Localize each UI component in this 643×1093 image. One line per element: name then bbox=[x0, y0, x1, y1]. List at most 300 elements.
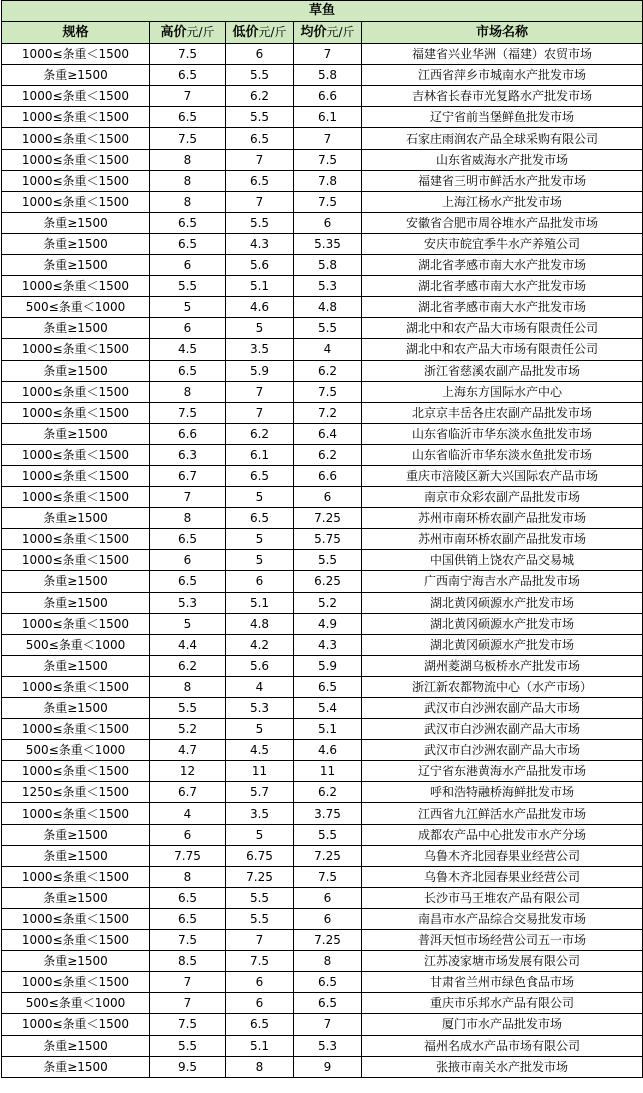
avg-price-cell: 7.5 bbox=[294, 149, 362, 170]
avg-price-cell: 6.2 bbox=[294, 360, 362, 381]
avg-price-cell: 6.6 bbox=[294, 86, 362, 107]
header-high-unit: 元/斤 bbox=[186, 25, 215, 40]
avg-price-cell: 5.4 bbox=[294, 698, 362, 719]
high-price-cell: 4.7 bbox=[150, 740, 226, 761]
table-row bbox=[2, 634, 643, 655]
spec-cell: 1000≤条重＜1500 bbox=[2, 930, 150, 951]
spec-cell: 1000≤条重＜1500 bbox=[2, 613, 150, 634]
table-row bbox=[2, 1056, 643, 1077]
spec-cell: 1000≤条重＜1500 bbox=[2, 465, 150, 486]
avg-price-cell: 6.4 bbox=[294, 423, 362, 444]
market-cell: 湖北中和农产品大市场有限责任公司 bbox=[362, 339, 643, 360]
market-cell: 张掖市南关水产批发市场 bbox=[362, 1056, 643, 1077]
avg-price-cell: 3.75 bbox=[294, 803, 362, 824]
market-cell: 北京京丰岳各庄农副产品批发市场 bbox=[362, 402, 643, 423]
avg-price-cell: 5.5 bbox=[294, 824, 362, 845]
high-price-cell: 8 bbox=[150, 508, 226, 529]
low-price-cell: 4.6 bbox=[226, 297, 294, 318]
low-price-cell: 5.5 bbox=[226, 65, 294, 86]
high-price-cell: 7.5 bbox=[150, 1014, 226, 1035]
table-row bbox=[2, 676, 643, 697]
market-cell: 上海江杨水产批发市场 bbox=[362, 191, 643, 212]
spec-cell: 条重≥1500 bbox=[2, 360, 150, 381]
table-row bbox=[2, 107, 643, 128]
avg-price-cell: 7 bbox=[294, 1014, 362, 1035]
table-row bbox=[2, 318, 643, 339]
market-cell: 安庆市皖宜季牛水产养殖公司 bbox=[362, 233, 643, 254]
spec-cell: 条重≥1500 bbox=[2, 655, 150, 676]
market-cell: 福建省兴业华洲（福建）农贸市场 bbox=[362, 44, 643, 65]
market-cell: 南京市众彩农副产品批发市场 bbox=[362, 487, 643, 508]
low-price-cell: 5 bbox=[226, 719, 294, 740]
avg-price-cell: 6.25 bbox=[294, 571, 362, 592]
low-price-cell: 8 bbox=[226, 1056, 294, 1077]
market-cell: 山东省临沂市华东淡水鱼批发市场 bbox=[362, 423, 643, 444]
spec-cell: 1000≤条重＜1500 bbox=[2, 276, 150, 297]
spec-cell: 1000≤条重＜1500 bbox=[2, 86, 150, 107]
grass-carp-price-table bbox=[1, 0, 643, 1078]
avg-price-cell: 6.2 bbox=[294, 444, 362, 465]
spec-cell: 1000≤条重＜1500 bbox=[2, 676, 150, 697]
table-row bbox=[2, 402, 643, 423]
high-price-cell: 6.7 bbox=[150, 465, 226, 486]
header-low-unit: 元/斤 bbox=[258, 25, 287, 40]
high-price-cell: 6.5 bbox=[150, 887, 226, 908]
high-price-cell: 8 bbox=[150, 170, 226, 191]
spec-cell: 1000≤条重＜1500 bbox=[2, 908, 150, 929]
table-row bbox=[2, 487, 643, 508]
high-price-cell: 7 bbox=[150, 972, 226, 993]
avg-price-cell: 5.8 bbox=[294, 65, 362, 86]
spec-cell: 条重≥1500 bbox=[2, 824, 150, 845]
spec-cell: 条重≥1500 bbox=[2, 698, 150, 719]
market-cell: 湖北黄冈硕源水产批发市场 bbox=[362, 613, 643, 634]
low-price-cell: 4.5 bbox=[226, 740, 294, 761]
low-price-cell: 4.2 bbox=[226, 634, 294, 655]
spec-cell: 1250≤条重＜1500 bbox=[2, 782, 150, 803]
avg-price-cell: 7.25 bbox=[294, 845, 362, 866]
market-cell: 江西省九江鲜活水产品批发市场 bbox=[362, 803, 643, 824]
table-row bbox=[2, 86, 643, 107]
market-cell: 辽宁省东港黄海水产品批发市场 bbox=[362, 761, 643, 782]
avg-price-cell: 7.8 bbox=[294, 170, 362, 191]
table-row bbox=[2, 887, 643, 908]
low-price-cell: 6 bbox=[226, 972, 294, 993]
low-price-cell: 5 bbox=[226, 318, 294, 339]
avg-price-cell: 4 bbox=[294, 339, 362, 360]
table-row bbox=[2, 655, 643, 676]
avg-price-cell: 5.35 bbox=[294, 233, 362, 254]
spec-cell: 500≤条重＜1000 bbox=[2, 993, 150, 1014]
table-row bbox=[2, 170, 643, 191]
low-price-cell: 5.5 bbox=[226, 887, 294, 908]
low-price-cell: 6.5 bbox=[226, 508, 294, 529]
low-price-cell: 5 bbox=[226, 529, 294, 550]
low-price-cell: 3.5 bbox=[226, 803, 294, 824]
market-cell: 厦门市水产品批发市场 bbox=[362, 1014, 643, 1035]
low-price-cell: 5.1 bbox=[226, 1035, 294, 1056]
spec-cell: 1000≤条重＜1500 bbox=[2, 339, 150, 360]
market-cell: 长沙市马王堆农产品有限公司 bbox=[362, 887, 643, 908]
market-cell: 普洱天恒市场经营公司五一市场 bbox=[362, 930, 643, 951]
table-row bbox=[2, 444, 643, 465]
table-row bbox=[2, 381, 643, 402]
header-market-label: 市场名称 bbox=[476, 24, 529, 40]
high-price-cell: 5.5 bbox=[150, 276, 226, 297]
low-price-cell: 5.6 bbox=[226, 255, 294, 276]
low-price-cell: 7 bbox=[226, 402, 294, 423]
low-price-cell: 7 bbox=[226, 191, 294, 212]
high-price-cell: 6.5 bbox=[150, 233, 226, 254]
avg-price-cell: 4.3 bbox=[294, 634, 362, 655]
avg-price-cell: 5.8 bbox=[294, 255, 362, 276]
header-spec-label: 规格 bbox=[62, 24, 89, 40]
low-price-cell: 5.3 bbox=[226, 698, 294, 719]
spec-cell: 条重≥1500 bbox=[2, 1035, 150, 1056]
avg-price-cell: 7.2 bbox=[294, 402, 362, 423]
market-cell: 中国供销上饶农产品交易城 bbox=[362, 550, 643, 571]
market-cell: 吉林省长春市光复路水产批发市场 bbox=[362, 86, 643, 107]
high-price-cell: 6.3 bbox=[150, 444, 226, 465]
high-price-cell: 6.5 bbox=[150, 908, 226, 929]
low-price-cell: 6.1 bbox=[226, 444, 294, 465]
avg-price-cell: 7.5 bbox=[294, 866, 362, 887]
header-avg-unit: 元/斤 bbox=[326, 25, 355, 40]
spec-cell: 条重≥1500 bbox=[2, 423, 150, 444]
low-price-cell: 6.5 bbox=[226, 465, 294, 486]
high-price-cell: 5.3 bbox=[150, 592, 226, 613]
low-price-cell: 3.5 bbox=[226, 339, 294, 360]
avg-price-cell: 6 bbox=[294, 908, 362, 929]
spec-cell: 1000≤条重＜1500 bbox=[2, 866, 150, 887]
spec-cell: 条重≥1500 bbox=[2, 508, 150, 529]
table-row bbox=[2, 1035, 643, 1056]
header-market bbox=[362, 22, 643, 44]
spec-cell: 条重≥1500 bbox=[2, 65, 150, 86]
low-price-cell: 6.5 bbox=[226, 128, 294, 149]
spec-cell: 1000≤条重＜1500 bbox=[2, 719, 150, 740]
market-cell: 甘肃省兰州市绿色食品市场 bbox=[362, 972, 643, 993]
avg-price-cell: 6.6 bbox=[294, 465, 362, 486]
high-price-cell: 5.2 bbox=[150, 719, 226, 740]
market-cell: 福建省三明市鲜活水产批发市场 bbox=[362, 170, 643, 191]
table-row bbox=[2, 255, 643, 276]
spec-cell: 1000≤条重＜1500 bbox=[2, 191, 150, 212]
avg-price-cell: 5.3 bbox=[294, 276, 362, 297]
avg-price-cell: 5.9 bbox=[294, 655, 362, 676]
low-price-cell: 6.75 bbox=[226, 845, 294, 866]
market-cell: 湖北中和农产品大市场有限责任公司 bbox=[362, 318, 643, 339]
market-cell: 乌鲁木齐北园春果业经营公司 bbox=[362, 866, 643, 887]
market-cell: 山东省临沂市华东淡水鱼批发市场 bbox=[362, 444, 643, 465]
market-cell: 浙江新农都物流中心（水产市场） bbox=[362, 676, 643, 697]
header-avg-price bbox=[294, 22, 362, 44]
high-price-cell: 6.5 bbox=[150, 529, 226, 550]
spec-cell: 1000≤条重＜1500 bbox=[2, 1014, 150, 1035]
low-price-cell: 5 bbox=[226, 487, 294, 508]
spec-cell: 1000≤条重＜1500 bbox=[2, 761, 150, 782]
low-price-cell: 4.8 bbox=[226, 613, 294, 634]
avg-price-cell: 4.9 bbox=[294, 613, 362, 634]
table-row bbox=[2, 191, 643, 212]
low-price-cell: 5.9 bbox=[226, 360, 294, 381]
high-price-cell: 6 bbox=[150, 318, 226, 339]
market-cell: 重庆市乐邦水产品有限公司 bbox=[362, 993, 643, 1014]
avg-price-cell: 6 bbox=[294, 212, 362, 233]
market-cell: 武汉市白沙洲农副产品大市场 bbox=[362, 719, 643, 740]
header-low-label: 低价 bbox=[232, 25, 259, 41]
high-price-cell: 8 bbox=[150, 866, 226, 887]
low-price-cell: 5.5 bbox=[226, 212, 294, 233]
table-row bbox=[2, 339, 643, 360]
market-cell: 江西省萍乡市城南水产批发市场 bbox=[362, 65, 643, 86]
high-price-cell: 6 bbox=[150, 550, 226, 571]
low-price-cell: 11 bbox=[226, 761, 294, 782]
high-price-cell: 6.2 bbox=[150, 655, 226, 676]
avg-price-cell: 6 bbox=[294, 887, 362, 908]
market-cell: 浙江省慈溪农副产品批发市场 bbox=[362, 360, 643, 381]
spec-cell: 1000≤条重＜1500 bbox=[2, 107, 150, 128]
high-price-cell: 8 bbox=[150, 676, 226, 697]
avg-price-cell: 6.5 bbox=[294, 676, 362, 697]
high-price-cell: 8.5 bbox=[150, 951, 226, 972]
spec-cell: 条重≥1500 bbox=[2, 233, 150, 254]
avg-price-cell: 7.25 bbox=[294, 508, 362, 529]
market-cell: 湖北省孝感市南大水产批发市场 bbox=[362, 297, 643, 318]
table-row bbox=[2, 698, 643, 719]
spec-cell: 1000≤条重＜1500 bbox=[2, 402, 150, 423]
market-cell: 乌鲁木齐北园春果业经营公司 bbox=[362, 845, 643, 866]
spec-cell: 条重≥1500 bbox=[2, 571, 150, 592]
avg-price-cell: 7 bbox=[294, 44, 362, 65]
table-row bbox=[2, 571, 643, 592]
high-price-cell: 6.5 bbox=[150, 571, 226, 592]
high-price-cell: 9.5 bbox=[150, 1056, 226, 1077]
high-price-cell: 5 bbox=[150, 613, 226, 634]
avg-price-cell: 7.5 bbox=[294, 191, 362, 212]
market-cell: 南昌市水产品综合交易批发市场 bbox=[362, 908, 643, 929]
high-price-cell: 4.4 bbox=[150, 634, 226, 655]
spec-cell: 条重≥1500 bbox=[2, 951, 150, 972]
spec-cell: 1000≤条重＜1500 bbox=[2, 444, 150, 465]
low-price-cell: 5.5 bbox=[226, 107, 294, 128]
market-cell: 上海东方国际水产中心 bbox=[362, 381, 643, 402]
avg-price-cell: 8 bbox=[294, 951, 362, 972]
high-price-cell: 6.7 bbox=[150, 782, 226, 803]
low-price-cell: 7 bbox=[226, 930, 294, 951]
header-spec bbox=[2, 22, 150, 44]
table-row bbox=[2, 866, 643, 887]
table-row bbox=[2, 297, 643, 318]
avg-price-cell: 4.8 bbox=[294, 297, 362, 318]
table-row bbox=[2, 529, 643, 550]
low-price-cell: 6 bbox=[226, 993, 294, 1014]
high-price-cell: 7.5 bbox=[150, 44, 226, 65]
table-row bbox=[2, 782, 643, 803]
table-row bbox=[2, 212, 643, 233]
high-price-cell: 7.5 bbox=[150, 402, 226, 423]
table-row bbox=[2, 803, 643, 824]
spec-cell: 条重≥1500 bbox=[2, 887, 150, 908]
avg-price-cell: 5.3 bbox=[294, 1035, 362, 1056]
market-cell: 山东省威海水产批发市场 bbox=[362, 149, 643, 170]
spec-cell: 500≤条重＜1000 bbox=[2, 297, 150, 318]
spec-cell: 1000≤条重＜1500 bbox=[2, 550, 150, 571]
high-price-cell: 6.5 bbox=[150, 65, 226, 86]
market-cell: 石家庄雨润农产品全球采购有限公司 bbox=[362, 128, 643, 149]
high-price-cell: 7 bbox=[150, 487, 226, 508]
table-row bbox=[2, 149, 643, 170]
table-row bbox=[2, 740, 643, 761]
high-price-cell: 8 bbox=[150, 149, 226, 170]
avg-price-cell: 9 bbox=[294, 1056, 362, 1077]
spec-cell: 条重≥1500 bbox=[2, 845, 150, 866]
market-cell: 湖北省孝感市南大水产批发市场 bbox=[362, 255, 643, 276]
table-row bbox=[2, 128, 643, 149]
high-price-cell: 7 bbox=[150, 86, 226, 107]
table-row bbox=[2, 508, 643, 529]
spec-cell: 条重≥1500 bbox=[2, 318, 150, 339]
low-price-cell: 6 bbox=[226, 44, 294, 65]
spec-cell: 1000≤条重＜1500 bbox=[2, 170, 150, 191]
market-cell: 重庆市涪陵区新大兴国际农产品市场 bbox=[362, 465, 643, 486]
table-row bbox=[2, 233, 643, 254]
header-avg-label: 均价 bbox=[300, 25, 327, 41]
market-cell: 苏州市南环桥农副产品批发市场 bbox=[362, 529, 643, 550]
avg-price-cell: 5.75 bbox=[294, 529, 362, 550]
low-price-cell: 6.2 bbox=[226, 423, 294, 444]
avg-price-cell: 7.25 bbox=[294, 930, 362, 951]
spec-cell: 1000≤条重＜1500 bbox=[2, 381, 150, 402]
high-price-cell: 6.5 bbox=[150, 212, 226, 233]
low-price-cell: 5.7 bbox=[226, 782, 294, 803]
table-row bbox=[2, 845, 643, 866]
avg-price-cell: 5.2 bbox=[294, 592, 362, 613]
header-low-price bbox=[226, 22, 294, 44]
low-price-cell: 5.6 bbox=[226, 655, 294, 676]
high-price-cell: 5 bbox=[150, 297, 226, 318]
market-cell: 苏州市南环桥农副产品批发市场 bbox=[362, 508, 643, 529]
high-price-cell: 4 bbox=[150, 803, 226, 824]
table-row bbox=[2, 951, 643, 972]
table-row bbox=[2, 930, 643, 951]
table-title: 草鱼 bbox=[2, 1, 643, 22]
high-price-cell: 6.5 bbox=[150, 360, 226, 381]
high-price-cell: 7.5 bbox=[150, 930, 226, 951]
low-price-cell: 7.5 bbox=[226, 951, 294, 972]
high-price-cell: 6.6 bbox=[150, 423, 226, 444]
market-cell: 福州名成水产品市场有限公司 bbox=[362, 1035, 643, 1056]
table-row bbox=[2, 550, 643, 571]
avg-price-cell: 5.5 bbox=[294, 550, 362, 571]
high-price-cell: 5.5 bbox=[150, 1035, 226, 1056]
spec-cell: 500≤条重＜1000 bbox=[2, 740, 150, 761]
avg-price-cell: 6.2 bbox=[294, 782, 362, 803]
high-price-cell: 8 bbox=[150, 191, 226, 212]
low-price-cell: 7.25 bbox=[226, 866, 294, 887]
market-cell: 广西南宁海吉水产品批发市场 bbox=[362, 571, 643, 592]
high-price-cell: 4.5 bbox=[150, 339, 226, 360]
table-row bbox=[2, 908, 643, 929]
spec-cell: 1000≤条重＜1500 bbox=[2, 149, 150, 170]
low-price-cell: 6 bbox=[226, 571, 294, 592]
table-row bbox=[2, 824, 643, 845]
table-row bbox=[2, 276, 643, 297]
market-cell: 江苏凌家塘市场发展有限公司 bbox=[362, 951, 643, 972]
table-row bbox=[2, 993, 643, 1014]
low-price-cell: 6.5 bbox=[226, 1014, 294, 1035]
header-high-price bbox=[150, 22, 226, 44]
avg-price-cell: 5.1 bbox=[294, 719, 362, 740]
table-row bbox=[2, 360, 643, 381]
table-row bbox=[2, 65, 643, 86]
table-row bbox=[2, 592, 643, 613]
spec-cell: 条重≥1500 bbox=[2, 255, 150, 276]
high-price-cell: 6 bbox=[150, 824, 226, 845]
spec-cell: 1000≤条重＜1500 bbox=[2, 529, 150, 550]
avg-price-cell: 7.5 bbox=[294, 381, 362, 402]
avg-price-cell: 7 bbox=[294, 128, 362, 149]
avg-price-cell: 11 bbox=[294, 761, 362, 782]
market-cell: 辽宁省前当堡鲜鱼批发市场 bbox=[362, 107, 643, 128]
spec-cell: 条重≥1500 bbox=[2, 592, 150, 613]
low-price-cell: 6.5 bbox=[226, 170, 294, 191]
high-price-cell: 12 bbox=[150, 761, 226, 782]
avg-price-cell: 6.5 bbox=[294, 972, 362, 993]
table-row bbox=[2, 465, 643, 486]
table-body bbox=[2, 44, 643, 1078]
spec-cell: 条重≥1500 bbox=[2, 1056, 150, 1077]
low-price-cell: 5 bbox=[226, 550, 294, 571]
high-price-cell: 6 bbox=[150, 255, 226, 276]
market-cell: 湖北省孝感市南大水产批发市场 bbox=[362, 276, 643, 297]
market-cell: 湖北黄冈硕源水产批发市场 bbox=[362, 634, 643, 655]
high-price-cell: 7 bbox=[150, 993, 226, 1014]
spec-cell: 条重≥1500 bbox=[2, 212, 150, 233]
spec-cell: 1000≤条重＜1500 bbox=[2, 803, 150, 824]
low-price-cell: 7 bbox=[226, 149, 294, 170]
high-price-cell: 5.5 bbox=[150, 698, 226, 719]
market-cell: 安徽省合肥市周谷堆水产品批发市场 bbox=[362, 212, 643, 233]
low-price-cell: 4.3 bbox=[226, 233, 294, 254]
market-cell: 呼和浩特融桥海鲜批发市场 bbox=[362, 782, 643, 803]
table-row bbox=[2, 1014, 643, 1035]
market-cell: 武汉市白沙洲农副产品大市场 bbox=[362, 740, 643, 761]
spec-cell: 1000≤条重＜1500 bbox=[2, 487, 150, 508]
table-row bbox=[2, 44, 643, 65]
market-cell: 湖州菱湖乌板桥水产批发市场 bbox=[362, 655, 643, 676]
high-price-cell: 6.5 bbox=[150, 107, 226, 128]
high-price-cell: 7.5 bbox=[150, 128, 226, 149]
low-price-cell: 5.1 bbox=[226, 592, 294, 613]
table-title-row bbox=[2, 1, 643, 22]
high-price-cell: 7.75 bbox=[150, 845, 226, 866]
low-price-cell: 4 bbox=[226, 676, 294, 697]
market-cell: 武汉市白沙洲农副产品大市场 bbox=[362, 698, 643, 719]
low-price-cell: 5.1 bbox=[226, 276, 294, 297]
table-row bbox=[2, 719, 643, 740]
table-row bbox=[2, 761, 643, 782]
table-row bbox=[2, 613, 643, 634]
avg-price-cell: 6.5 bbox=[294, 993, 362, 1014]
spec-cell: 1000≤条重＜1500 bbox=[2, 972, 150, 993]
avg-price-cell: 5.5 bbox=[294, 318, 362, 339]
table-row bbox=[2, 972, 643, 993]
low-price-cell: 6.2 bbox=[226, 86, 294, 107]
low-price-cell: 5 bbox=[226, 824, 294, 845]
avg-price-cell: 6.1 bbox=[294, 107, 362, 128]
spec-cell: 1000≤条重＜1500 bbox=[2, 44, 150, 65]
